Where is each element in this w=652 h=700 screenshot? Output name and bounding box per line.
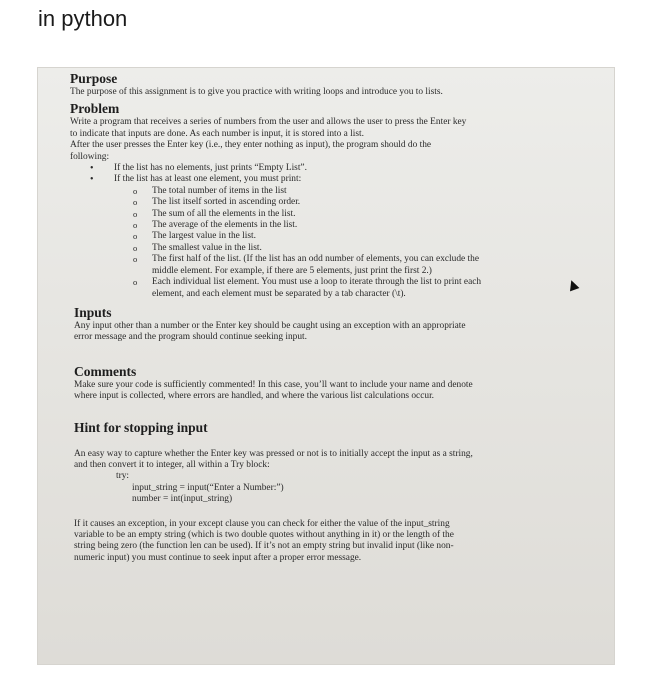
hint-heading: Hint for stopping input xyxy=(74,419,208,435)
inputs-line-1: Any input other than a number or the Enter key should be caught using an exception with an appropriate xyxy=(74,320,466,331)
purpose-text: The purpose of this assignment is to give you practice with writing loops and introduce you to lists. xyxy=(70,87,443,97)
list-item: • If the list has no elements, just prints “Empty List”. xyxy=(70,163,592,174)
sub-item-text-line-2: element, and each element must be separated by a tab character (\t). xyxy=(152,288,406,299)
comments-heading: Comments xyxy=(74,363,137,379)
hint-line-1: An easy way to capture whether the Enter key was pressed or not is to initially accept the input as a string, xyxy=(74,448,473,459)
problem-intro-line-4: following: xyxy=(70,151,110,162)
problem-bullet-list xyxy=(70,163,592,186)
list-item: o The list itself sorted in ascending order. xyxy=(70,197,592,208)
list-item: o The sum of all the elements in the list. xyxy=(70,209,592,220)
hint-line-2: and then convert it to integer, all within a Try block: xyxy=(74,459,270,470)
list-item: o The largest value in the list. xyxy=(70,231,592,242)
code-line-2: number = int(input_string) xyxy=(132,494,233,505)
list-item xyxy=(70,277,592,300)
assignment-photo xyxy=(38,68,614,664)
list-item xyxy=(70,254,592,277)
code-line-1: input_string = input(“Enter a Number:”) xyxy=(132,482,284,493)
sub-item-text-line-2: middle element. For example, if there are 5 elements, just print the first 2.) xyxy=(152,265,432,276)
problem-intro-line-2: to indicate that inputs are done. As each number is input, it is stored into a list. xyxy=(70,128,364,139)
hint-paragraph-2-line-3: string being zero (the function len can be used). If it’s not an empty string but invalid input (like non- xyxy=(74,541,454,552)
code-try: try: xyxy=(116,471,130,482)
sub-item-text-line-1: The first half of the list. (If the list has an odd number of elements, you can exclude the xyxy=(152,254,479,265)
problem-intro-line-1: Write a program that receives a series of numbers from the user and allows the user to press the Enter key xyxy=(70,117,467,128)
list-item: o The total number of items in the list xyxy=(70,186,592,197)
list-item: • If the list has at least one element, you must print: xyxy=(70,174,592,185)
comments-line-2: where input is collected, where errors are handled, and where the various list calculations occur. xyxy=(74,391,435,402)
hint-paragraph-2-line-4: numeric input) you must continue to seek input after a proper error message. xyxy=(74,552,362,563)
problem-sub-list xyxy=(70,186,592,300)
list-item: o The average of the elements in the list. xyxy=(70,220,592,231)
assignment-document xyxy=(70,68,592,564)
hint-paragraph-2-line-2: variable to be an empty string (which is two double quotes without anything in it) or the length of the xyxy=(74,529,454,540)
problem-heading: Problem xyxy=(70,101,120,117)
caption-title: in python xyxy=(38,6,128,31)
inputs-line-2: error message and the program should continue seeking input. xyxy=(74,332,308,343)
list-item: o The smallest value in the list. xyxy=(70,243,592,254)
inputs-heading: Inputs xyxy=(74,304,112,320)
comments-line-1: Make sure your code is sufficiently commented! In this case, you’ll want to include your name and denote xyxy=(74,379,473,390)
hint-paragraph-2-line-1: If it causes an exception, in your except clause you can check for either the value of the input_string xyxy=(74,518,450,529)
problem-intro-line-3: After the user presses the Enter key (i.e., they enter nothing as input), the program should do the xyxy=(70,140,432,151)
purpose-heading: Purpose xyxy=(70,71,118,86)
sub-item-text-line-1: Each individual list element. You must use a loop to iterate through the list to print each xyxy=(152,277,482,288)
